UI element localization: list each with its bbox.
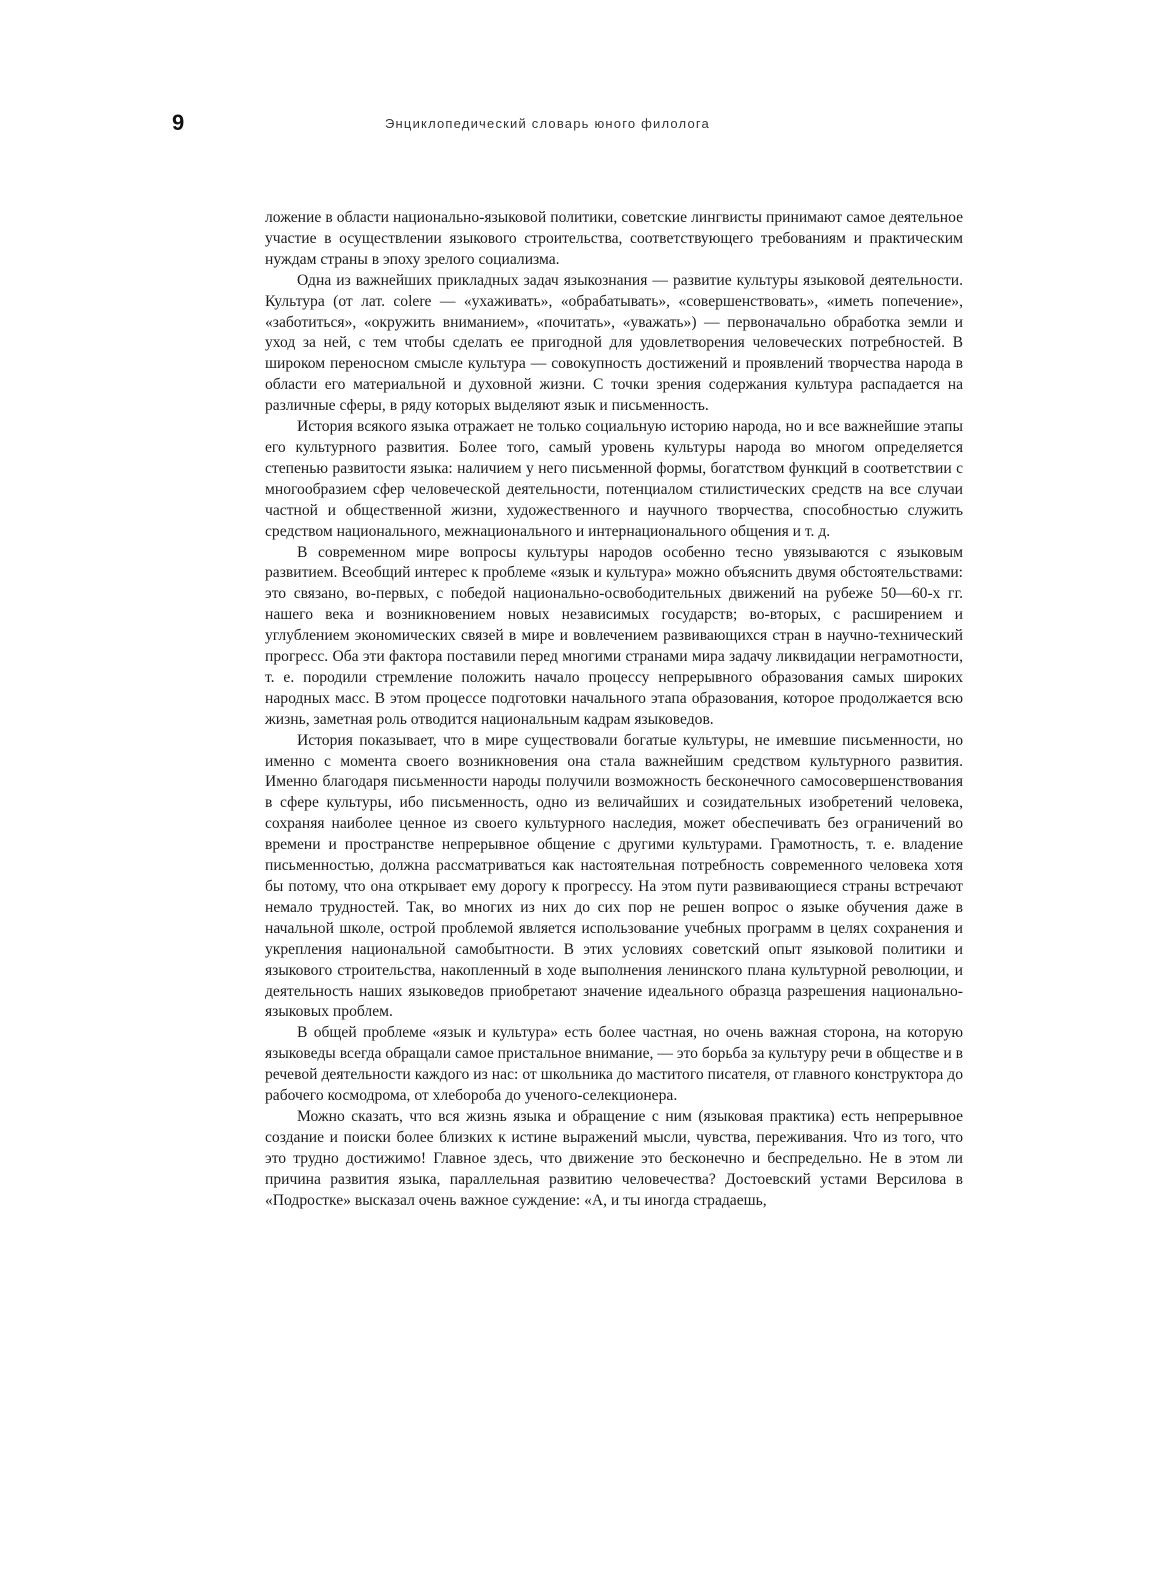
paragraph: В общей проблеме «язык и культура» есть более частная, но очень важная сторона, на которую языковеды всегда обращали самое пристальное внимание, — это борьба за культуру речи в обществе и в речевой деятельности каждого из нас: от школьника до маститого писателя, от главного конструктора до рабочего космодрома, от хлебороба до ученого-селекционера.: [265, 1024, 963, 1105]
page-number: 9: [172, 110, 185, 135]
running-title: Энциклопедический словарь юного филолога: [385, 116, 710, 131]
paragraph-continuation: ложение в области национально-языковой политики, советские лингвисты принимают самое деятельное участие в осуществлении языкового строительства, соответствующего требованиям и практическим нуждам страны в эпоху зрелого социализма.: [265, 209, 963, 268]
paragraph: Одна из важнейших прикладных задач языкознания — развитие культуры языковой деятельности. Культура (от лат. colere — «ухаживать», «обрабатывать», «совершенствовать», «иметь попечение», «заботиться», «окружить вниманием», «почитать», «уважать») — первоначально обработка земли и уход за ней, с тем чтобы сделать ее пригодной для удовлетворения человеческих потребностей. В широком переносном смысле культура — совокупность достижений и проявлений творчества народа в области его материальной и духовной жизни. С точки зрения содержания культура распадается на различные сферы, в ряду которых выделяют язык и письменность.: [265, 271, 963, 415]
paragraph: История показывает, что в мире существовали богатые культуры, не имевшие письменности, но именно с момента своего возникновения она стала важнейшим средством культурного развития. Именно благодаря письменности народы получили возможность бесконечного самосовершенствования в сфере культуры, ибо письменность, одно из величайших и созидательных изобретений человека, сохраняя наиболее ценное из своего культурного наследия, может обеспечивать без ограничений во времени и пространстве непрерывное общение с другими культурами. Грамотность, т. е. владение письменностью, должна рассматриваться как настоятельная потребность современного человека хотя бы потому, что она открывает ему дорогу к прогрессу. На этом пути развивающиеся страны встречают немало трудностей. Так, во многих из них до сих пор не решен вопрос о языке обучения даже в начальной школе, острой проблемой является использование учебных программ в целях сохранения и укрепления национальной самобытности. В этих условиях советский опыт языковой политики и языкового строительства, накопленный в ходе выполнения ленинского плана культурной революции, и деятельность наших языковедов приобретают значение идеального образца разрешения национально-языковых проблем.: [265, 731, 963, 1021]
paragraph: В современном мире вопросы культуры народов особенно тесно увязываются с языковым развитием. Всеобщий интерес к проблеме «язык и культура» можно объяснить двумя обстоятельствами: это связано, во-первых, с победой национально-освободительных движений на рубеже 50—60-х гг. нашего века и возникновением новых независимых государств; во-вторых, с расширением и углублением экономических связей в мире и вовлечением развивающихся стран в научно-технический прогресс. Оба эти фактора поставили перед многими странами мира задачу ликвидации неграмотности, т. е. породили стремление положить начало процессу непрерывного образования самых широких народных масс. В этом процессе подготовки начального этапа образования, которое продолжается всю жизнь, заметная роль отводится национальным кадрам языковедов.: [265, 543, 963, 728]
article-body: [265, 208, 963, 1212]
paragraph: История всякого языка отражает не только социальную историю народа, но и все важнейшие этапы его культурного развития. Более того, самый уровень культуры народа во многом определяется степенью развитости языка: наличием у него письменной формы, богатством функций в соответствии с многообразием сфер человеческой деятельности, потенциалом стилистических средств на все случаи частной и общественной жизни, художественного и научного творчества, способностью служить средством национального, межнационального и интернационального общения и т. д.: [265, 418, 963, 540]
paragraph: Можно сказать, что вся жизнь языка и обращение с ним (языковая практика) есть непрерывное создание и поиски более близких к истине выражений мысли, чувства, переживания. Что из того, что это трудно достижимо! Главное здесь, что движение это бесконечно и беспредельно. Не в этом ли причина развития языка, параллельная развитию человечества? Достоевский устами Версилова в «Подростке» высказал очень важное суждение: «А, и ты иногда страдаешь,: [265, 1107, 963, 1209]
